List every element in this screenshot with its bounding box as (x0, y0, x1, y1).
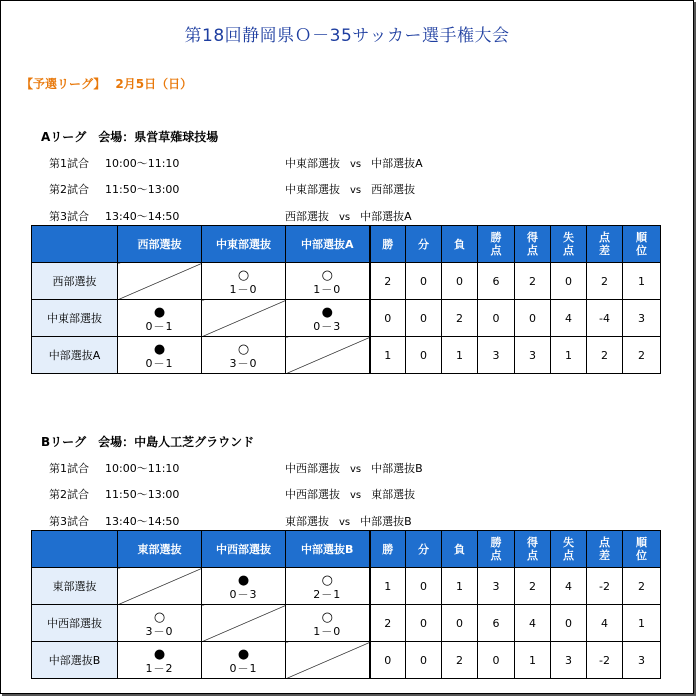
match-time: 10:00～11:10 (105, 462, 180, 475)
match-row (49, 486, 415, 502)
match-number: 第3試合 (49, 210, 89, 223)
stat-value: 2 (587, 263, 623, 300)
match-number: 第1試合 (49, 157, 89, 170)
self-match-diagonal-cell (286, 337, 370, 374)
table-row (32, 605, 661, 642)
match-away-team: 中部選抜A (360, 210, 412, 223)
stat-column-header: 点 差 (587, 226, 623, 263)
match-home-team: 中西部選抜 (285, 488, 340, 501)
self-match-diagonal-cell (202, 300, 286, 337)
win-circle-icon: ○ (153, 609, 166, 625)
loss-filled-circle-icon: ● (237, 646, 250, 662)
row-team-name: 中東部選抜 (32, 300, 118, 337)
stat-column-header: 負 (442, 531, 478, 568)
stat-value: 4 (587, 605, 623, 642)
stat-value: 2 (370, 605, 406, 642)
match-away-team: 中部選抜B (360, 515, 412, 528)
stat-value: 4 (551, 300, 587, 337)
stat-column-header: 点 差 (587, 531, 623, 568)
match-vs: vs (350, 159, 362, 170)
stat-value: 0 (551, 263, 587, 300)
league-heading (41, 128, 218, 145)
match-vs: vs (350, 464, 362, 475)
stat-value: 1 (370, 568, 406, 605)
stat-column-header: 分 (406, 531, 442, 568)
stat-column-header: 勝 点 (478, 531, 515, 568)
stat-value: 2 (623, 337, 661, 374)
result-score: 1－0 (313, 282, 342, 296)
stat-value: 2 (587, 337, 623, 374)
league-heading (41, 433, 254, 450)
stat-value: 0 (406, 337, 442, 374)
result-cell (286, 605, 370, 642)
win-circle-icon: ○ (237, 267, 250, 283)
stat-column-header: 順 位 (623, 531, 661, 568)
match-vs: vs (350, 185, 362, 196)
table-row (32, 642, 661, 679)
self-match-diagonal-cell (286, 642, 370, 679)
self-match-diagonal-cell (118, 263, 202, 300)
match-number: 第1試合 (49, 462, 89, 475)
result-cell (286, 263, 370, 300)
stat-value: 1 (623, 263, 661, 300)
table-row (32, 568, 661, 605)
match-time: 13:40～14:50 (105, 515, 180, 528)
win-circle-icon: ○ (321, 609, 333, 625)
stat-value: 6 (478, 263, 515, 300)
loss-filled-circle-icon: ● (237, 572, 250, 588)
stat-column-header: 失 点 (551, 226, 587, 263)
stat-value: 0 (406, 263, 442, 300)
stat-column-header: 勝 (370, 226, 406, 263)
stat-column-header: 分 (406, 226, 442, 263)
match-time: 11:50～13:00 (105, 488, 180, 501)
self-match-diagonal-cell (118, 568, 202, 605)
result-cell (118, 642, 202, 679)
stat-value: 2 (442, 300, 478, 337)
stat-value: 3 (478, 568, 515, 605)
stat-value: 0 (406, 300, 442, 337)
result-cell (202, 568, 286, 605)
result-score: 0－1 (145, 356, 174, 370)
stat-column-header: 得 点 (515, 226, 551, 263)
table-row (32, 337, 661, 374)
stat-value: 1 (515, 642, 551, 679)
table-header-row (32, 226, 661, 263)
stat-value: 0 (478, 642, 515, 679)
match-home-team: 西部選抜 (285, 210, 329, 223)
result-cell (118, 337, 202, 374)
match-row (49, 513, 412, 529)
stat-value: 4 (551, 568, 587, 605)
page-title: 第18回静岡県Ｏ－35サッカー選手権大会 (184, 26, 510, 46)
result-cell (118, 300, 202, 337)
stat-value: 2 (442, 642, 478, 679)
result-score: 1－0 (229, 282, 258, 296)
result-cell (286, 568, 370, 605)
stat-value: -4 (587, 300, 623, 337)
match-row (49, 155, 423, 171)
team-column-header: 西部選抜 (118, 226, 202, 263)
result-score: 1－0 (313, 624, 342, 638)
table-corner (32, 226, 118, 263)
win-circle-icon: ○ (237, 341, 250, 357)
match-number: 第3試合 (49, 515, 89, 528)
match-home-team: 東部選抜 (285, 515, 329, 528)
row-team-name: 東部選抜 (32, 568, 118, 605)
stat-value: 3 (623, 642, 661, 679)
league-venue: 会場：中島人工芝グラウンド (98, 435, 255, 449)
stat-column-header: 勝 点 (478, 226, 515, 263)
stat-value: 0 (515, 300, 551, 337)
match-number: 第2試合 (49, 488, 89, 501)
stat-column-header: 負 (442, 226, 478, 263)
league-name: Bリーグ (41, 435, 87, 449)
loss-filled-circle-icon: ● (153, 646, 166, 662)
result-cell (202, 337, 286, 374)
win-circle-icon: ○ (321, 267, 333, 283)
result-cell (118, 605, 202, 642)
stat-value: 1 (442, 337, 478, 374)
stat-value: 2 (623, 568, 661, 605)
match-time: 11:50～13:00 (105, 183, 180, 196)
stat-value: 0 (442, 263, 478, 300)
match-vs: vs (339, 517, 351, 528)
match-away-team: 西部選抜 (371, 183, 416, 196)
stat-value: 1 (442, 568, 478, 605)
stat-column-header: 勝 (370, 531, 406, 568)
stat-value: 0 (442, 605, 478, 642)
league-venue: 会場：県営草薙球技場 (98, 130, 219, 144)
team-column-header: 中部選抜A (286, 226, 370, 263)
stat-column-header: 失 点 (551, 531, 587, 568)
stat-value: 0 (406, 642, 442, 679)
match-number: 第2試合 (49, 183, 89, 196)
match-time: 10:00～11:10 (105, 157, 180, 170)
match-home-team: 中東部選抜 (285, 183, 340, 196)
stat-value: 3 (478, 337, 515, 374)
team-column-header: 中東部選抜 (202, 226, 286, 263)
win-circle-icon: ○ (321, 572, 333, 588)
match-away-team: 東部選抜 (371, 488, 416, 501)
stat-value: 4 (515, 605, 551, 642)
table-row (32, 300, 661, 337)
match-vs: vs (350, 490, 362, 501)
preliminary-label: 【予選リーグ】 (21, 77, 106, 91)
preliminary-heading (21, 75, 192, 92)
league-name: Aリーグ (41, 130, 87, 144)
stat-value: 0 (370, 300, 406, 337)
table-header-row (32, 531, 661, 568)
match-away-team: 中部選抜B (371, 462, 423, 475)
result-score: 0－1 (145, 319, 174, 333)
result-score: 3－0 (145, 624, 174, 638)
stat-value: 0 (551, 605, 587, 642)
table-row (32, 263, 661, 300)
team-column-header: 中部選抜B (286, 531, 370, 568)
result-score: 1－2 (145, 661, 174, 675)
result-score: 2－1 (313, 587, 342, 601)
stat-column-header: 得 点 (515, 531, 551, 568)
loss-filled-circle-icon: ● (153, 304, 166, 320)
match-row (49, 181, 415, 197)
stat-value: 3 (551, 642, 587, 679)
stat-value: 2 (370, 263, 406, 300)
match-home-team: 中東部選抜 (285, 157, 340, 170)
loss-filled-circle-icon: ● (321, 304, 333, 320)
league-table (31, 225, 661, 374)
stat-value: 1 (551, 337, 587, 374)
match-row (49, 460, 423, 476)
stat-value: 0 (370, 642, 406, 679)
match-away-team: 中部選抜A (371, 157, 423, 170)
league-table (31, 530, 661, 679)
stat-value: 1 (370, 337, 406, 374)
result-cell (202, 263, 286, 300)
stat-value: -2 (587, 642, 623, 679)
row-team-name: 中西部選抜 (32, 605, 118, 642)
result-cell (286, 300, 370, 337)
loss-filled-circle-icon: ● (153, 341, 166, 357)
row-team-name: 中部選抜B (32, 642, 118, 679)
result-score: 0－1 (229, 661, 258, 675)
stat-value: 2 (515, 263, 551, 300)
stat-value: 2 (515, 568, 551, 605)
stat-value: 0 (406, 605, 442, 642)
result-score: 0－3 (229, 587, 258, 601)
team-column-header: 東部選抜 (118, 531, 202, 568)
match-row (49, 208, 412, 224)
match-vs: vs (339, 212, 351, 223)
stat-value: 6 (478, 605, 515, 642)
stat-column-header: 順 位 (623, 226, 661, 263)
self-match-diagonal-cell (202, 605, 286, 642)
stat-value: 0 (406, 568, 442, 605)
row-team-name: 中部選抜A (32, 337, 118, 374)
stat-value: 3 (515, 337, 551, 374)
match-time: 13:40～14:50 (105, 210, 180, 223)
row-team-name: 西部選抜 (32, 263, 118, 300)
result-cell (202, 642, 286, 679)
stat-value: 0 (478, 300, 515, 337)
stat-value: -2 (587, 568, 623, 605)
stat-value: 3 (623, 300, 661, 337)
match-home-team: 中西部選抜 (285, 462, 340, 475)
stat-value: 1 (623, 605, 661, 642)
team-column-header: 中西部選抜 (202, 531, 286, 568)
result-score: 0－3 (313, 319, 342, 333)
preliminary-date: 2月5日（日） (115, 77, 193, 91)
result-score: 3－0 (229, 356, 258, 370)
table-corner (32, 531, 118, 568)
